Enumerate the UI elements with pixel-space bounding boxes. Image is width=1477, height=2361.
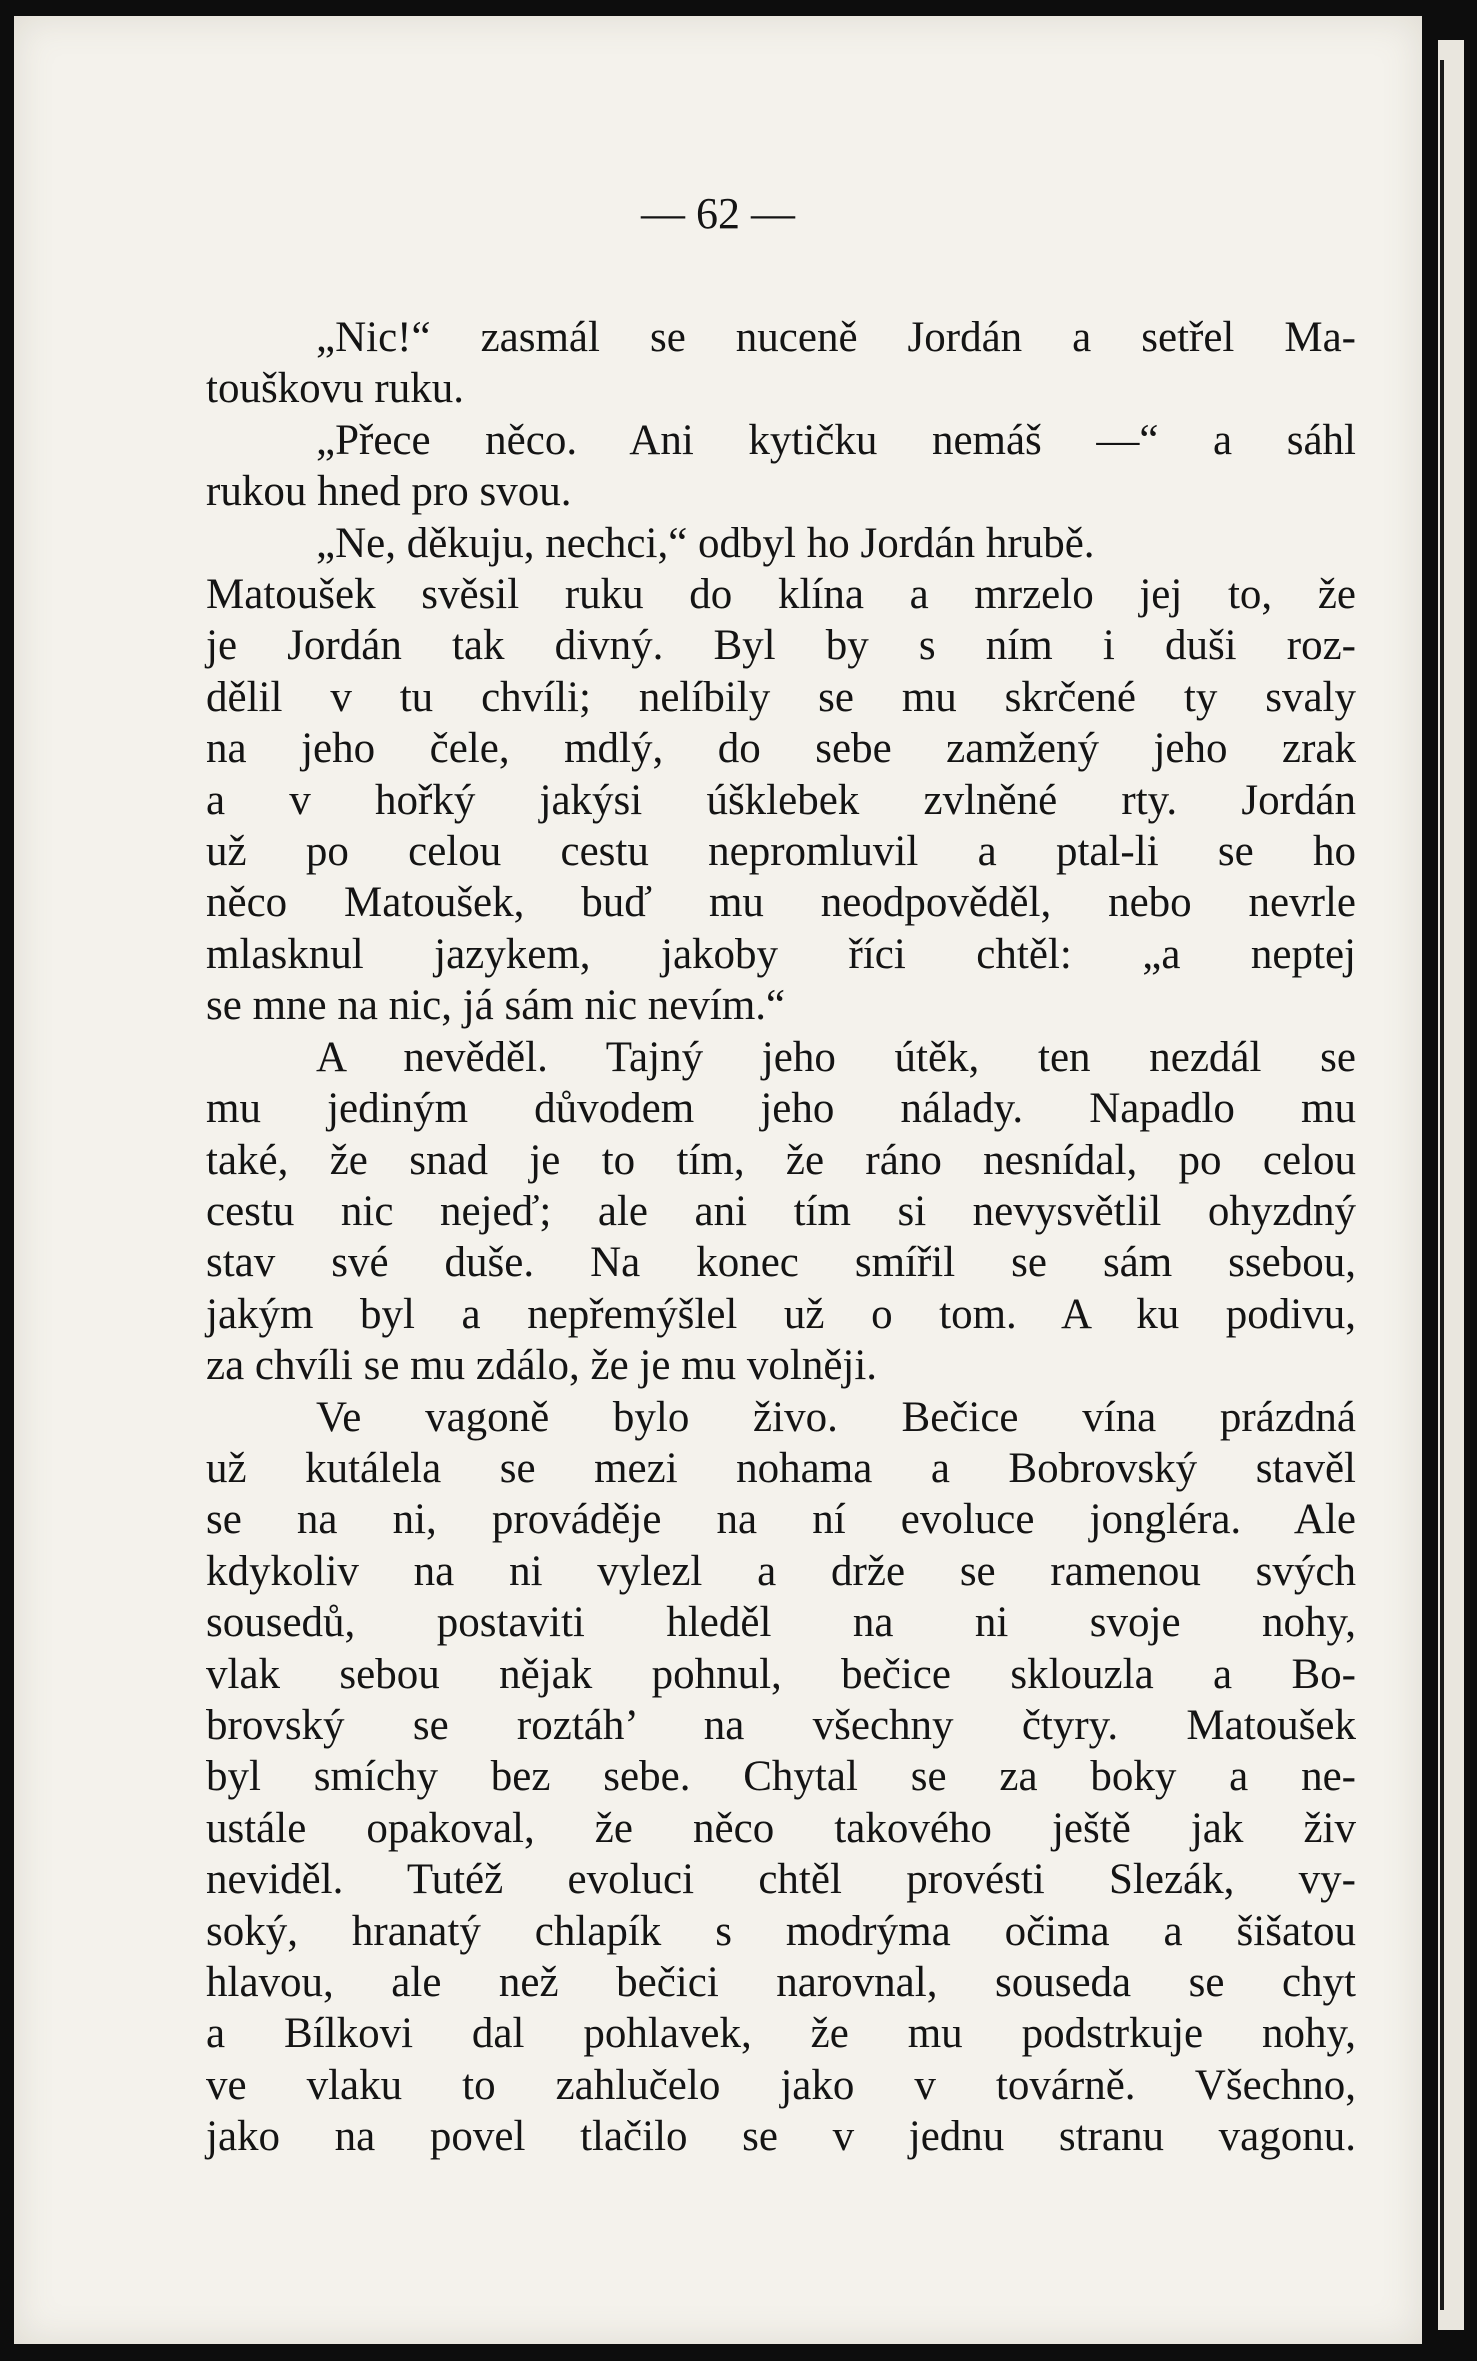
text-line: cestu nic nejeď; ale ani tím si nevysvětlil ohyzdný [206, 1187, 1356, 1235]
text-line: A nevěděl. Tajný jeho útěk, ten nezdál se [316, 1033, 1356, 1081]
text-line: už po celou cestu nepromluvil a ptal-li se ho [206, 828, 1356, 876]
text-line: na jeho čele, mdlý, do sebe zamžený jeho zrak [206, 725, 1356, 773]
text-line: jakým byl a nepřemýšlel už o tom. A ku podivu, [206, 1290, 1356, 1338]
page-number: — 62 — [641, 189, 795, 238]
page-binding-edge [1440, 60, 1444, 2310]
text-line: dělil v tu chvíli; nelíbily se mu skrčené ty svaly [206, 673, 1356, 721]
text-line: ustále opakoval, že něco takového ještě jak živ [206, 1804, 1356, 1852]
text-line: a Bílkovi dal pohlavek, že mu podstrkuje nohy, [206, 2010, 1356, 2058]
text-line: je Jordán tak divný. Byl by s ním i duši roz- [206, 622, 1356, 670]
text-line: také, že snad je to tím, že ráno nesnídal, po celou [206, 1136, 1356, 1184]
text-line: za chvíli se mu zdálo, že je mu volněji. [206, 1342, 878, 1390]
text-line: jako na povel tlačilo se v jednu stranu vagonu. [206, 2113, 1356, 2161]
text-line: „Nic!“ zasmál se nuceně Jordán a setřel Ma- [316, 314, 1356, 361]
text-line: Matoušek svěsil ruku do klína a mrzelo jej to, že [206, 571, 1356, 619]
text-line: stav své duše. Na konec smířil se sám ssebou, [206, 1239, 1356, 1287]
body-text [206, 312, 1356, 2163]
text-line: se mne na nic, já sám nic nevím.“ [206, 982, 786, 1030]
text-line: touškovu ruku. [206, 365, 464, 413]
text-line: „Přece něco. Ani kytičku nemáš —“ a sáhl [316, 416, 1356, 464]
text-line: vlak sebou nějak pohnul, bečice sklouzla a Bo- [206, 1650, 1356, 1698]
text-line: neviděl. Tutéž evoluci chtěl provésti Slezák, vy- [206, 1856, 1356, 1904]
text-line: a v hořký jakýsi úšklebek zvlněné rty. Jordán [206, 776, 1356, 824]
text-line: brovský se roztáh’ na všechny čtyry. Matoušek [206, 1701, 1356, 1749]
text-line: Ve vagoně bylo živo. Bečice vína prázdná [316, 1393, 1356, 1441]
text-line: kdykoliv na ni vylezl a drže se ramenou svých [206, 1547, 1356, 1595]
text-line: se na ni, prováděje na ní evoluce jongléra. Ale [206, 1496, 1356, 1544]
text-line: něco Matoušek, buď mu neodpověděl, nebo nevrle [206, 879, 1356, 927]
text-line: mu jediným důvodem jeho nálady. Napadlo mu [206, 1085, 1356, 1133]
text-line: byl smíchy bez sebe. Chytal se za boky a ne- [206, 1753, 1356, 1801]
text-line: už kutálela se mezi nohama a Bobrovský stavěl [206, 1444, 1356, 1492]
text-line: mlasknul jazykem, jakoby říci chtěl: „a neptej [206, 930, 1356, 978]
text-line: rukou hned pro svou. [206, 468, 572, 516]
book-page [14, 16, 1422, 2344]
text-line: hlavou, ale než bečici narovnal, souseda se chyt [206, 1959, 1356, 2006]
text-line: „Ne, děkuju, nechci,“ odbyl ho Jordán hrubě. [316, 519, 1095, 567]
text-line: sousedů, postaviti hleděl na ni svoje nohy, [206, 1599, 1356, 1647]
text-line: ve vlaku to zahlučelo jako v továrně. Všechno, [206, 2061, 1356, 2109]
text-line: soký, hranatý chlapík s modrýma očima a šišatou [206, 1907, 1356, 1955]
